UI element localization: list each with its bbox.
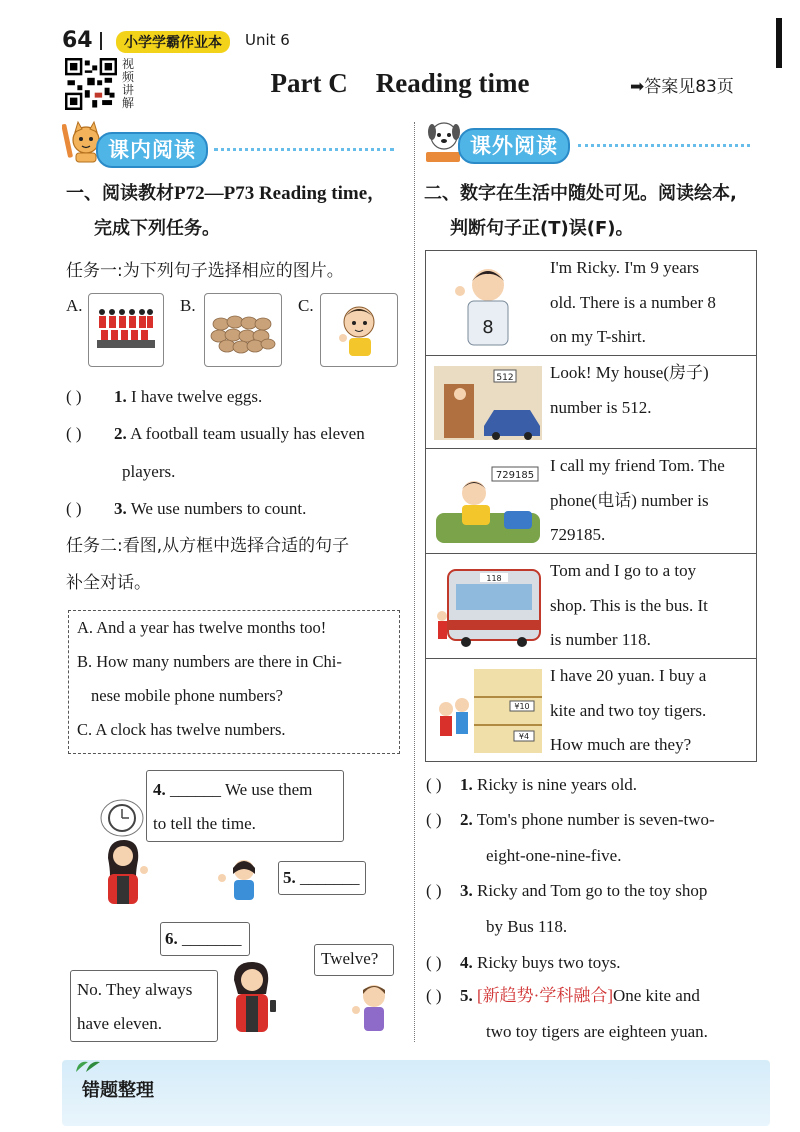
mistake-notes-area[interactable] (62, 1060, 770, 1126)
story-text-2: Look! My house(房子) number is 512. (550, 363, 709, 417)
unit-label: Unit 6 (245, 31, 290, 49)
blank-5[interactable]: _______ (300, 868, 360, 887)
option-a-picture[interactable] (88, 293, 164, 367)
task-2-instruction-line2: 补全对话。 (66, 573, 151, 593)
house-number: 512 (496, 373, 514, 383)
blank-4[interactable]: ______ (170, 780, 221, 799)
part-label: Part C (270, 68, 348, 98)
story-row-4 (426, 554, 756, 659)
option-c-label: C. (298, 296, 314, 315)
judgment-5-cont: two toy tigers are eighteen yuan. (486, 1022, 708, 1041)
boy-counting-icon (321, 294, 397, 366)
blank-6[interactable]: _______ (182, 929, 242, 948)
leaf-icon (72, 1058, 102, 1074)
kite-price-label: ¥10 (514, 702, 530, 711)
answer-paren-3[interactable]: ( ) (66, 499, 82, 518)
teacher-figure-icon (222, 960, 282, 1042)
task1-item-1: ( ) 1. I have twelve eggs. (66, 379, 406, 415)
picture-book-table (425, 250, 757, 762)
judgment-1: ( ) 1. Ricky is nine years old. (426, 767, 766, 803)
option-c-picture[interactable] (320, 293, 398, 367)
column-divider (414, 122, 415, 1042)
question-2-heading: 二、数字在生活中随处可见。阅读绘本, (424, 183, 737, 204)
choice-b-cont: nese mobile phone numbers? (91, 686, 283, 705)
house-number-image (434, 366, 542, 440)
task1-item-2: ( ) 2. A football team usually has eleven (66, 416, 406, 452)
choice-a: A. And a year has twelve months too! (77, 618, 327, 637)
phone-call-image (434, 459, 542, 545)
title-label: Reading time (375, 68, 530, 98)
task1-item-3: ( ) 3. We use numbers to count. (66, 491, 406, 527)
judgment-paren-5[interactable]: ( ) (426, 986, 442, 1005)
ricky-tshirt-image (434, 261, 542, 349)
judgment-5: ( ) 5. [新趋势·学科融合]One kite and (426, 978, 771, 1014)
heading-dots-right (578, 144, 750, 147)
choice-c: C. A clock has twelve numbers. (77, 720, 286, 739)
phone-number-label: 729185 (495, 470, 535, 481)
story-text-5: I have 20 yuan. I buy a kite and two toy tigers. How much are they? (550, 666, 707, 754)
eggs-icon (205, 294, 281, 366)
answer-reference: ➡答案见83页 (630, 77, 734, 97)
judgment-4: ( ) 4. Ricky buys two toys. (426, 945, 766, 981)
page-edge-tab (776, 18, 782, 68)
speech-bubble-twelve: Twelve? (314, 944, 394, 976)
toy-shop-image (434, 669, 542, 753)
task-2-instruction: 任务二:看图,从方框中选择合适的句子 (66, 536, 350, 556)
option-b-label: B. (180, 296, 196, 315)
answer-paren-1[interactable]: ( ) (66, 387, 82, 406)
header-divider (100, 32, 102, 50)
story-text-4: Tom and I go to a toy shop. This is the bus. It is number 118. (550, 561, 708, 649)
section-heading-extracurricular: 课外阅读 (458, 128, 570, 164)
choice-box (68, 610, 400, 754)
speech-bubble-4 (146, 770, 344, 842)
bubble-4-line2: to tell the time. (153, 814, 256, 833)
boy-figure-icon (348, 980, 396, 1040)
bus-number-label: 118 (486, 574, 502, 583)
judgment-paren-2[interactable]: ( ) (426, 810, 442, 829)
mother-figure-icon (96, 836, 158, 906)
trend-tag: [新趋势·学科融合] (477, 986, 613, 1005)
option-a-label: A. (66, 296, 83, 315)
section-heading-inclass: 课内阅读 (96, 132, 208, 168)
story-text-1: I'm Ricky. I'm 9 years old. There is a number 8 on my T-shirt. (550, 258, 716, 346)
girl-figure-icon (214, 856, 274, 906)
page-number: 64 (62, 28, 93, 53)
bus-118-image (434, 564, 542, 650)
clock-thought-icon (100, 798, 150, 840)
judgment-paren-1[interactable]: ( ) (426, 775, 442, 794)
task1-item-2-cont: players. (122, 462, 176, 481)
option-b-picture[interactable] (204, 293, 282, 367)
choice-b: B. How many numbers are there in Chi- (77, 652, 342, 671)
judgment-2: ( ) 2. Tom's phone number is seven-two- (426, 802, 766, 838)
judgment-2-cont: eight-one-nine-five. (486, 846, 622, 865)
judgment-paren-4[interactable]: ( ) (426, 953, 442, 972)
story-row-5 (426, 659, 756, 761)
question-1-heading: 一、阅读教材P72—P73 Reading time， (66, 183, 386, 204)
story-row-3 (426, 449, 756, 554)
story-text-3: I call my friend Tom. The phone(电话) number is 729185. (550, 456, 725, 544)
judgment-paren-3[interactable]: ( ) (426, 881, 442, 900)
judgment-3-cont: by Bus 118. (486, 917, 568, 936)
story-row-2 (426, 356, 756, 449)
tiger-price-label: ¥4 (518, 732, 530, 741)
story-row-1 (426, 251, 756, 356)
answer-paren-2[interactable]: ( ) (66, 424, 82, 443)
speech-bubble-5: 5. _______ (278, 861, 366, 895)
book-name-badge: 小学学霸作业本 (116, 31, 230, 53)
heading-dots (214, 148, 394, 151)
question-1-heading-line2: 完成下列任务。 (94, 218, 220, 239)
task-1-instruction: 任务一:为下列句子选择相应的图片。 (66, 261, 344, 281)
question-2-heading-line2: 判断句子正(T)误(F)。 (450, 218, 634, 239)
bubble-4-line1: 4. ______ We use them (153, 780, 313, 799)
football-team-icon (89, 294, 163, 366)
judgment-3: ( ) 3. Ricky and Tom go to the toy shop (426, 873, 766, 909)
speech-bubble-6: 6. _______ (160, 922, 250, 956)
speech-bubble-no: No. They always have eleven. (70, 970, 218, 1042)
mistake-notes-title: 错题整理 (82, 1080, 154, 1101)
qr-video-label: 视频讲解 (122, 57, 135, 110)
tshirt-number: 8 (482, 317, 494, 338)
